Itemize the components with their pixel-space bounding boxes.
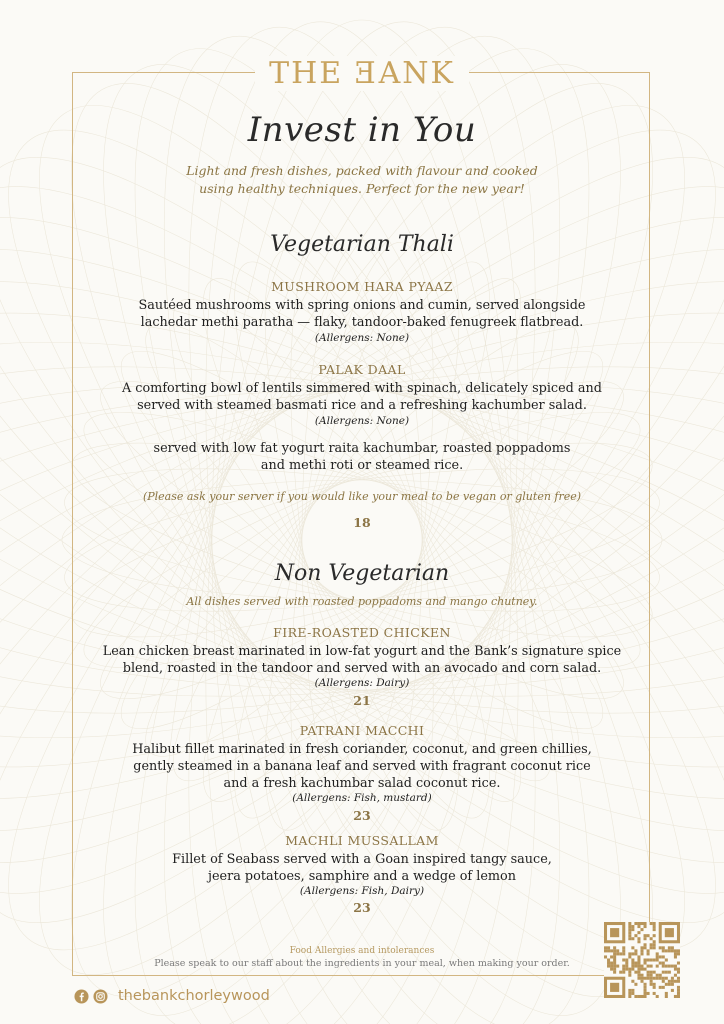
dish-allergens: (Allergens: None) — [314, 332, 410, 344]
price: 18 — [353, 515, 371, 530]
dish-description: Halibut fillet marinated in fresh coriander, coconut, and green chillies, — [132, 742, 592, 757]
allergy-footer-text: Please speak to our staff about the ingredients in your meal, when making your order. — [154, 958, 570, 969]
social-handle[interactable]: thebankchorleywood — [118, 988, 270, 1004]
dish-description: gently steamed in a banana leaf and served with fragrant coconut rice — [133, 759, 591, 774]
served-with-text: and methi roti or steamed rice. — [260, 458, 464, 473]
instagram-icon[interactable] — [93, 989, 108, 1004]
price: 23 — [353, 808, 371, 823]
section-subtitle: All dishes served with roasted poppadoms and mango chutney. — [186, 595, 538, 608]
intro-text: Light and fresh dishes, packed with flavour and cooked using healthy techniques. Perfect for the new year! — [186, 163, 538, 196]
dish-allergens: (Allergens: Fish, mustard) — [292, 792, 432, 804]
qr-code[interactable] — [604, 922, 680, 998]
dish-description: jeera potatoes, samphire and a wedge of lemon — [208, 869, 516, 884]
dish-description: Lean chicken breast marinated in low-fat yogurt and the Bank’s signature spice — [102, 644, 622, 659]
facebook-icon[interactable] — [74, 989, 89, 1004]
dietary-note: (Please ask your server if you would like your meal to be vegan or gluten free) — [142, 490, 582, 503]
dish-description: and a fresh kachumbar salad coconut rice. — [223, 776, 501, 791]
allergy-footer-title: Food Allergies and intolerances — [289, 946, 435, 956]
dish-allergens: (Allergens: Fish, Dairy) — [299, 885, 425, 897]
dish-name: PALAK DAAL — [318, 362, 406, 377]
dish-description: blend, roasted in the tandoor and served with an avocado and corn salad. — [122, 661, 602, 676]
dish-allergens: (Allergens: None) — [314, 415, 410, 427]
dish-name: MUSHROOM HARA PYAAZ — [271, 279, 453, 294]
dish-description: Sautéed mushrooms with spring onions and cumin, served alongside — [138, 298, 586, 313]
dish-name: FIRE-ROASTED CHICKEN — [273, 625, 451, 640]
dish-name: MACHLI MUSSALLAM — [285, 833, 439, 848]
dish-description: Fillet of Seabass served with a Goan inspired tangy sauce, — [172, 852, 552, 867]
section-heading-non-vegetarian: Non Vegetarian — [274, 561, 450, 586]
social-links — [74, 986, 270, 1006]
served-with-text: served with low fat yogurt raita kachumbar, roasted poppadoms — [153, 441, 571, 456]
dish-description: A comforting bowl of lentils simmered with spinach, delicately spiced and — [122, 381, 602, 396]
dish-description: served with steamed basmati rice and a refreshing kachumber salad. — [137, 398, 587, 413]
section-heading-vegetarian: Vegetarian Thali — [270, 232, 454, 257]
price: 21 — [353, 693, 371, 708]
page-title: Invest in You — [247, 110, 477, 150]
brand-logo: THE ƎANK — [255, 56, 469, 91]
brand-header — [0, 56, 724, 91]
dish-allergens: (Allergens: Dairy) — [314, 677, 410, 689]
dish-name: PATRANI MACCHI — [299, 723, 425, 738]
price: 23 — [353, 900, 371, 915]
dish-description: lachedar methi paratha — flaky, tandoor-baked fenugreek flatbread. — [140, 315, 584, 330]
